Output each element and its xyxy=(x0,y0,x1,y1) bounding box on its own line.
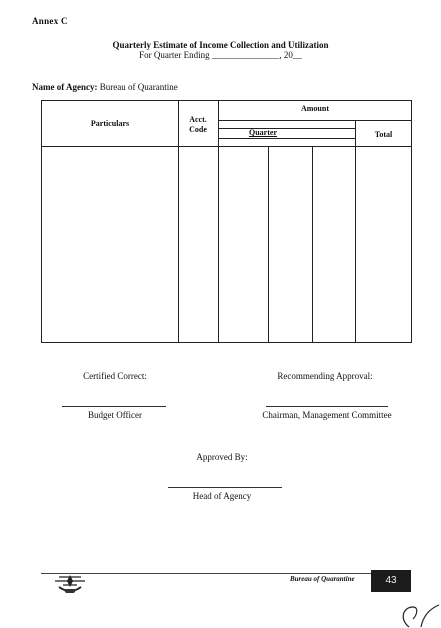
annex-label: Annex C xyxy=(32,16,68,26)
col-divider-particulars xyxy=(178,101,179,343)
agency-name: Bureau of Quarantine xyxy=(99,82,178,92)
header-bottom-rule xyxy=(42,146,412,147)
page-number: 43 xyxy=(371,570,411,592)
footer-rule xyxy=(41,573,411,574)
acct-header-line2: Code xyxy=(189,125,207,134)
quarter-bottom-rule xyxy=(218,138,355,139)
corner-scribble-icon xyxy=(395,603,441,628)
head-signature-line xyxy=(168,487,282,488)
recommending-label: Recommending Approval: xyxy=(277,371,373,381)
quarter-header: Quarter xyxy=(249,128,277,137)
footer-agency-name: Bureau of Quarantine xyxy=(290,575,355,583)
col-divider-q1 xyxy=(268,146,269,343)
agency-logo-icon xyxy=(53,573,87,595)
col-divider-total xyxy=(355,121,356,343)
approved-label: Approved By: xyxy=(196,452,248,462)
head-of-agency-label: Head of Agency xyxy=(192,491,252,501)
particulars-header: Particulars xyxy=(90,119,130,128)
budget-officer-signature-line xyxy=(62,406,166,407)
form-subtitle: For Quarter Ending _______________, 20__ xyxy=(139,50,302,60)
acct-code-header xyxy=(178,115,218,135)
certified-label: Certified Correct: xyxy=(83,371,147,381)
total-header: Total xyxy=(374,130,393,139)
agency-label: Name of Agency: xyxy=(32,82,98,92)
col-divider-q2 xyxy=(312,146,313,343)
budget-officer-label: Budget Officer xyxy=(87,410,143,420)
chairman-signature-line xyxy=(266,406,388,407)
agency-line xyxy=(32,82,178,92)
acct-header-line1: Acct. xyxy=(189,115,207,124)
amount-rule xyxy=(218,120,412,121)
chairman-label: Chairman, Management Committee xyxy=(262,410,392,420)
form-title: Quarterly Estimate of Income Collection and Utilization xyxy=(112,40,329,50)
income-table xyxy=(41,100,412,343)
amount-header: Amount xyxy=(300,104,329,113)
